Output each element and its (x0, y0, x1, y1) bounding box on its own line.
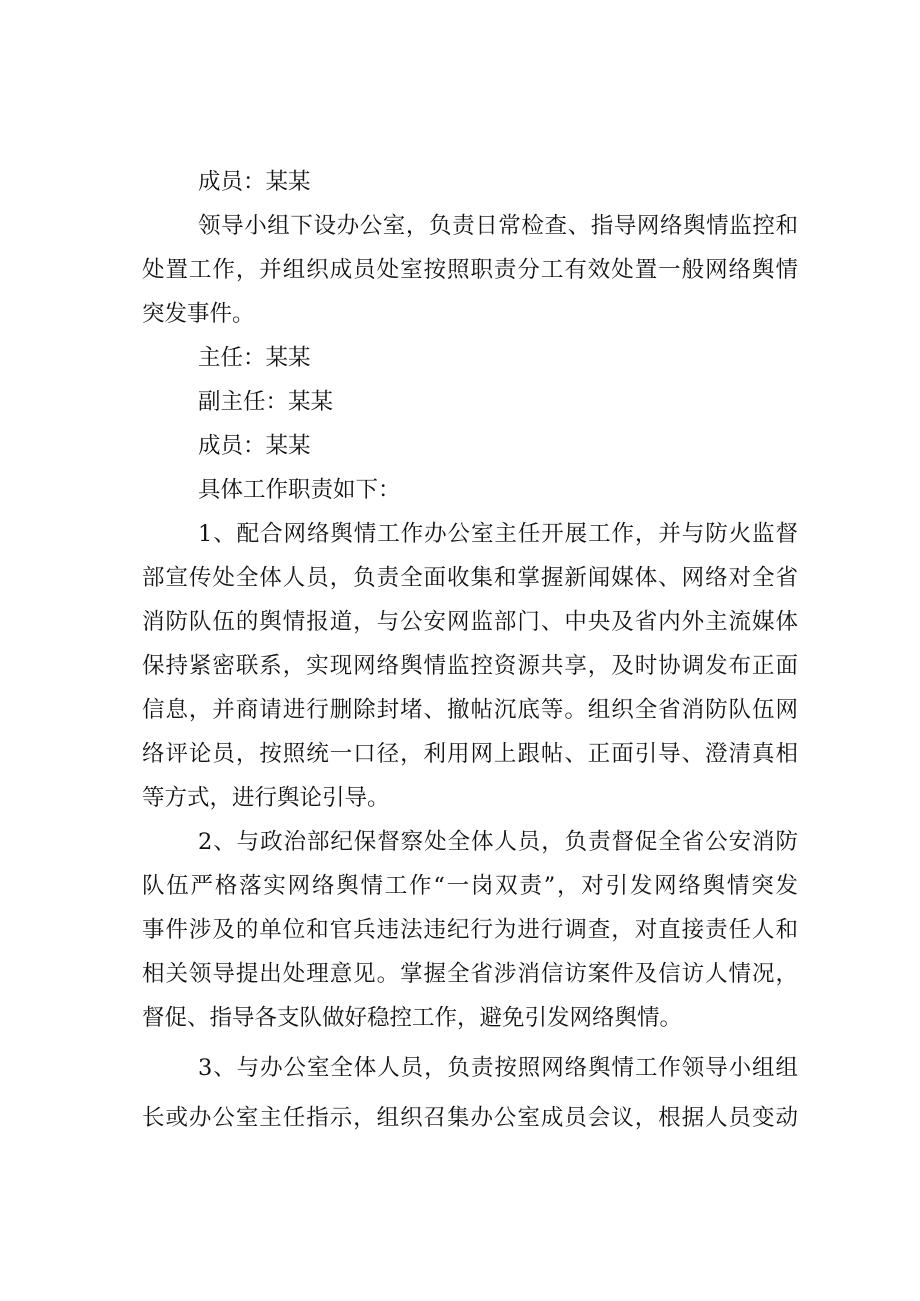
text-line: 相关领导提出处理意见。掌握全省涉消信访案件及信访人情况， (142, 961, 798, 987)
document-body (142, 160, 798, 1140)
text-line: 部宣传处全体人员，负责全面收集和掌握新闻媒体、网络对全省 (142, 565, 798, 591)
text-line: 处置工作，并组织成员处室按照职责分工有效处置一般网络舆情 (142, 257, 798, 283)
text-line: 主任：某某 (198, 345, 311, 371)
text-line: 长或办公室主任指示，组织召集办公室成员会议，根据人员变动 (142, 1105, 798, 1131)
text-line: 突发事件。 (142, 301, 255, 327)
text-line: 络评论员，按照统一口径，利用网上跟帖、正面引导、澄清真相 (142, 741, 798, 767)
text-line: 成员：某某 (198, 169, 311, 195)
text-line: 1、配合网络舆情工作办公室主任开展工作，并与防火监督 (198, 521, 798, 547)
text-line: 信息，并商请进行删除封堵、撤帖沉底等。组织全省消防队伍网 (142, 697, 798, 723)
text-line: 领导小组下设办公室，负责日常检查、指导网络舆情监控和 (198, 213, 798, 239)
text-line: 成员：某某 (198, 433, 311, 459)
text-line: 队伍严格落实网络舆情工作“一岗双责”，对引发网络舆情突发 (142, 873, 798, 899)
text-line: 保持紧密联系，实现网络舆情监控资源共享，及时协调发布正面 (142, 653, 798, 679)
text-line: 具体工作职责如下： (198, 477, 401, 503)
text-line: 2、与政治部纪保督察处全体人员，负责督促全省公安消防 (198, 829, 798, 855)
text-line: 副主任：某某 (198, 389, 334, 415)
text-line: 消防队伍的舆情报道，与公安网监部门、中央及省内外主流媒体 (142, 609, 798, 635)
text-line: 3、与办公室全体人员，负责按照网络舆情工作领导小组组 (198, 1055, 798, 1081)
text-line: 事件涉及的单位和官兵违法违纪行为进行调查，对直接责任人和 (142, 917, 798, 943)
text-line: 督促、指导各支队做好稳控工作，避免引发网络舆情。 (142, 1005, 683, 1031)
text-line: 等方式，进行舆论引导。 (142, 785, 390, 811)
